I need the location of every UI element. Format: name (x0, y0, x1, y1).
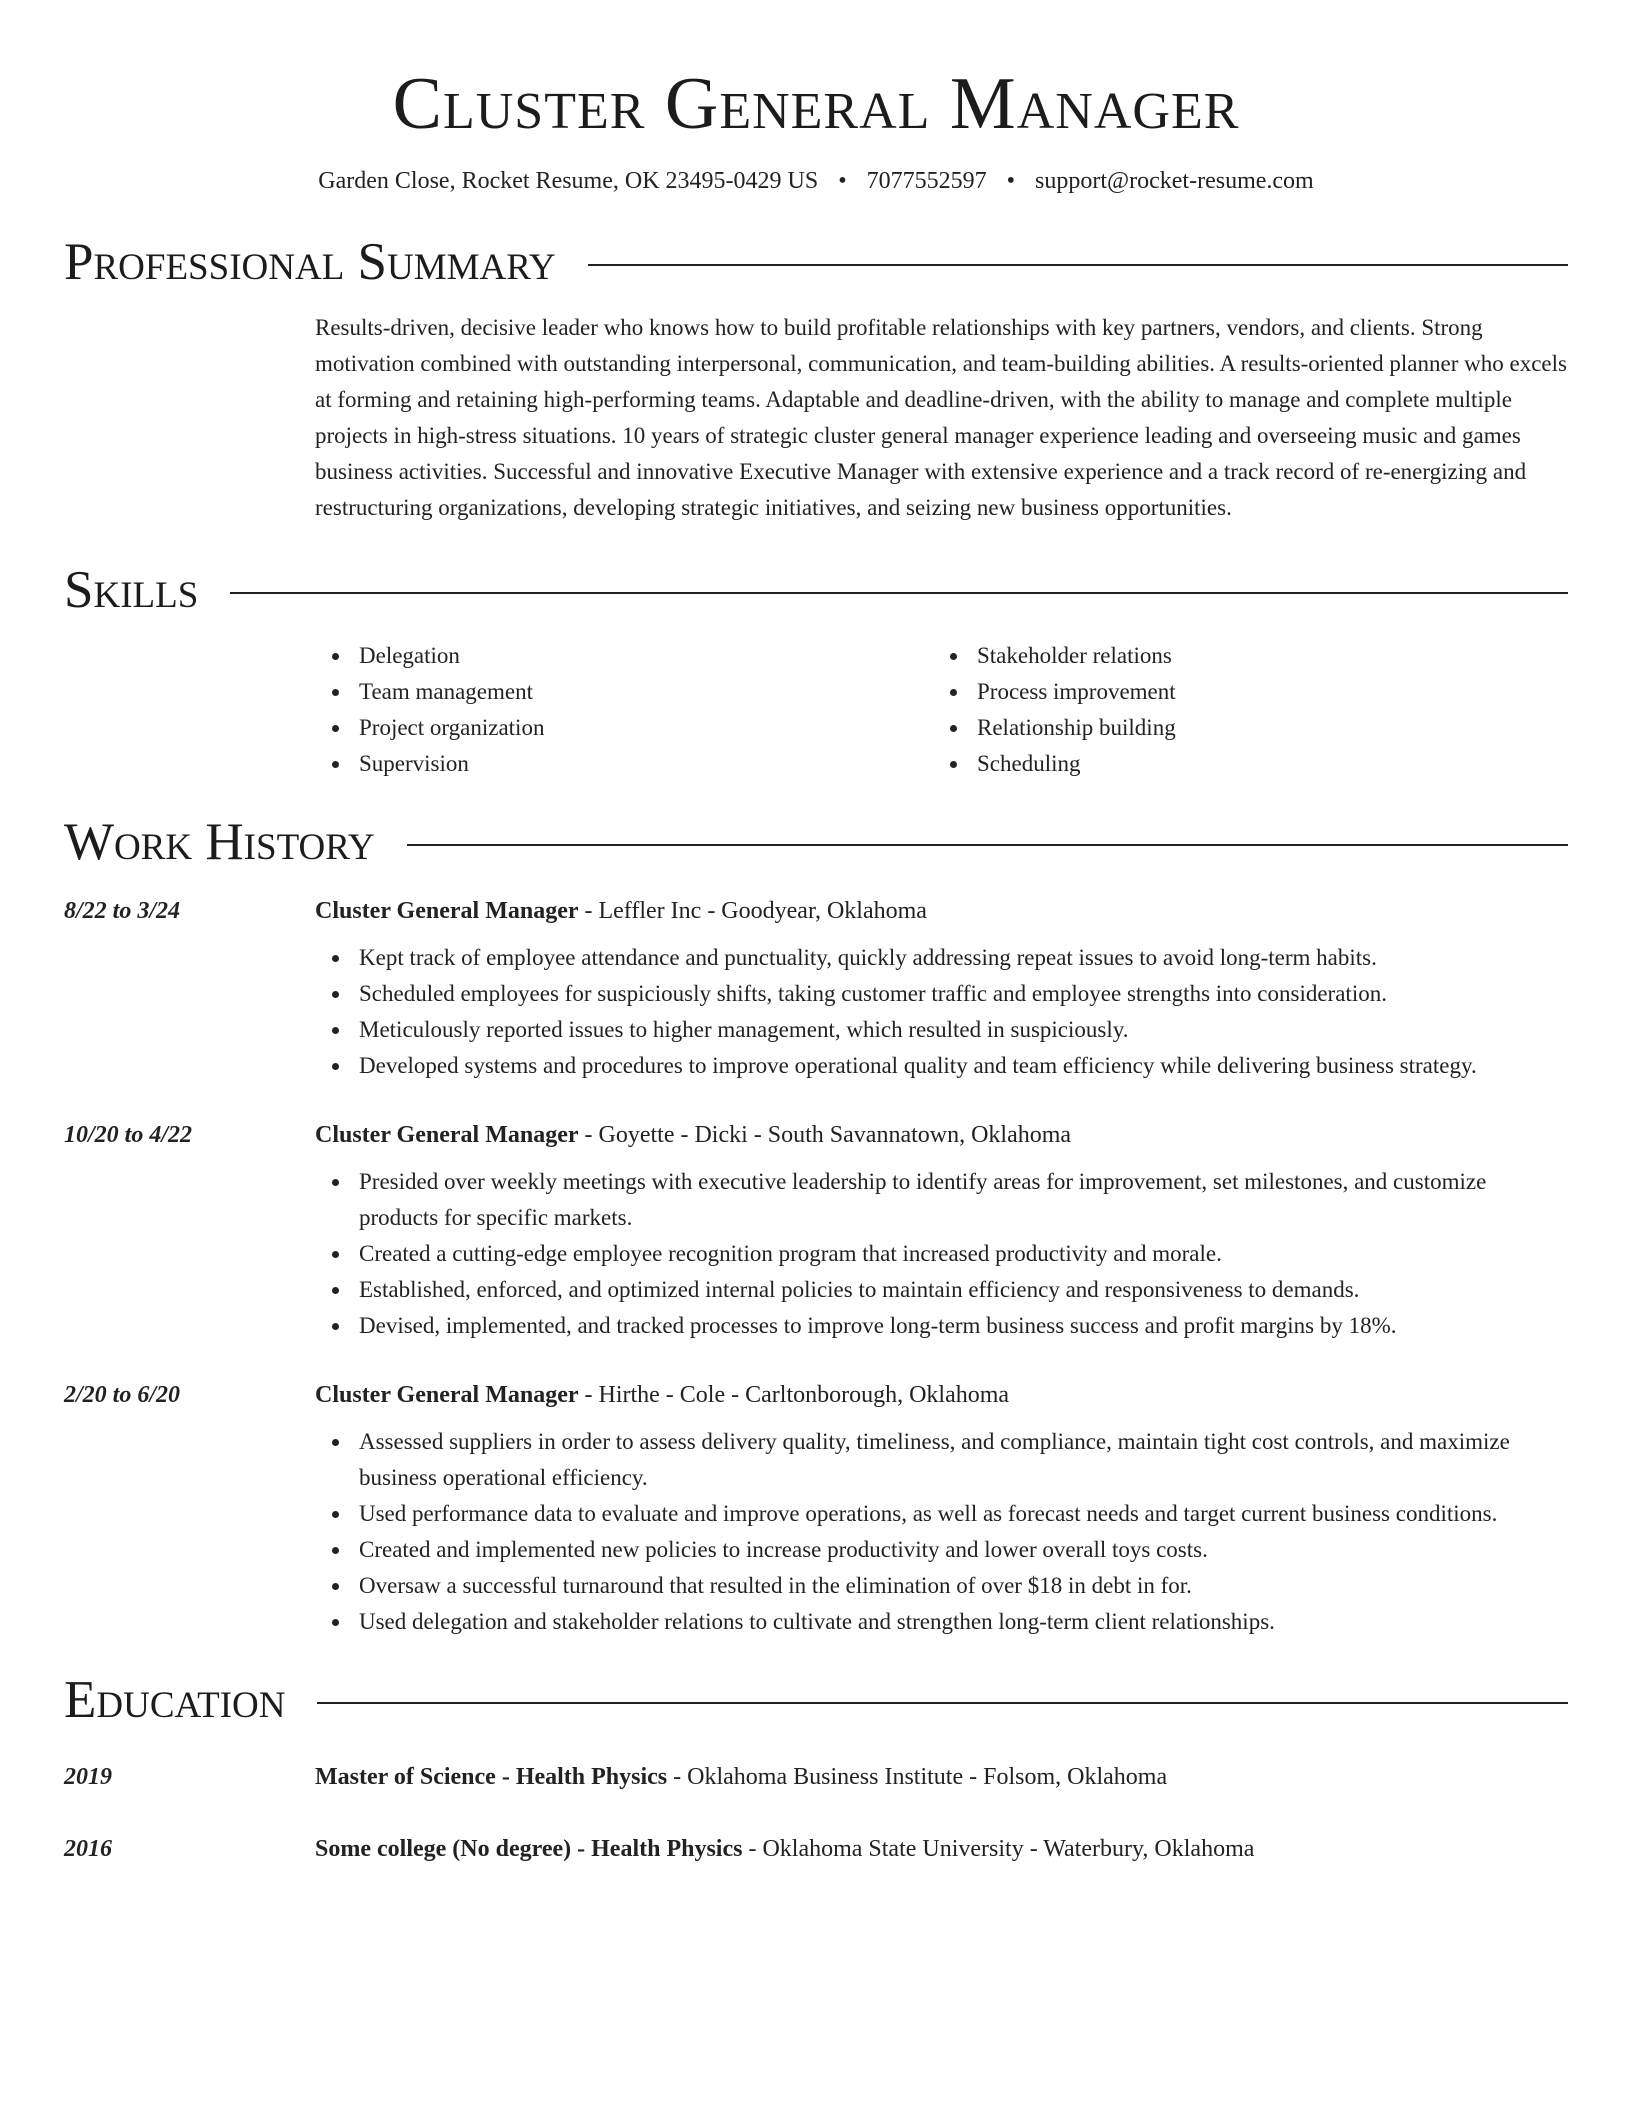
separator-dot: • (838, 168, 847, 194)
summary-title: Professional Summary (64, 233, 556, 291)
job-title: Cluster General Manager (315, 1122, 579, 1148)
skills-column-right (933, 638, 1551, 782)
section-divider (588, 264, 1568, 266)
education-school: - Oklahoma State University - Waterbury, Oklahoma (742, 1836, 1255, 1862)
skills-list (315, 638, 1568, 782)
job-employer: - Leffler Inc - Goodyear, Oklahoma (578, 898, 927, 924)
education-degree: Master of Science - Health Physics (315, 1764, 668, 1790)
section-divider (407, 844, 1568, 846)
job-bullet: Developed systems and procedures to improve operational quality and team efficiency while delivering business strategy. (359, 1048, 1477, 1084)
address: Garden Close, Rocket Resume, OK 23495-0429 US (318, 168, 819, 194)
job-bullets (315, 1164, 1568, 1344)
job-bullet: Devised, implemented, and tracked processes to improve long-term business success and profit margins by 18%. (359, 1308, 1568, 1344)
education-title: Education (64, 1671, 286, 1729)
job-dates: 10/20 to 4/22 (64, 1122, 193, 1148)
skill-item: Delegation (359, 638, 933, 674)
summary-section-header (64, 232, 1568, 292)
summary-text: Results-driven, decisive leader who knows how to build profitable relationships with key partners, vendors, and clients. Strong motivation combined with outstanding interpersonal, communication, and team-building abilities. A results-oriented planner who excels at forming and retaining high-performing teams. Adaptable and deadline-driven, with the ability to manage and complete multiple projects in high-stress situations. 10 years of strategic cluster general manager experience leading and overseeing music and games business activities. Successful and innovative Executive Manager with extensive experience and a track record of re-energizing and restructuring organizations, developing strategic initiatives, and seizing new business opportunities. (315, 315, 1567, 520)
contact-line (64, 166, 1568, 196)
education-year: 2019 (64, 1764, 112, 1790)
job-bullets (315, 1424, 1568, 1640)
skill-item: Scheduling (977, 746, 1551, 782)
job-dates: 2/20 to 6/20 (64, 1382, 181, 1408)
education-entry (64, 1832, 1568, 1866)
education-entry (64, 1760, 1568, 1794)
skill-item: Project organization (359, 710, 933, 746)
job-entry (64, 1378, 1568, 1640)
education-year: 2016 (64, 1836, 112, 1862)
phone: 7077552597 (866, 168, 987, 194)
job-bullet: Presided over weekly meetings with executive leadership to identify areas for improvement, set milestones, and customize products for specific markets. (359, 1164, 1568, 1236)
job-bullet: Scheduled employees for suspiciously shifts, taking customer traffic and employee strengths into consideration. (359, 976, 1477, 1012)
job-bullet: Kept track of employee attendance and punctuality, quickly addressing repeat issues to avoid long-term habits. (359, 940, 1477, 976)
skills-title: Skills (64, 561, 199, 619)
job-bullet: Meticulously reported issues to higher management, which resulted in suspiciously. (359, 1012, 1477, 1048)
skill-item: Stakeholder relations (977, 638, 1551, 674)
job-bullet: Oversaw a successful turnaround that resulted in the elimination of over $18 in debt in for. (359, 1568, 1568, 1604)
education-headline (315, 1832, 1254, 1866)
skills-column-left (315, 638, 933, 782)
skills-section-header (64, 560, 1568, 620)
job-entry (64, 894, 1568, 1084)
job-bullet: Created and implemented new policies to increase productivity and lower overall toys costs. (359, 1532, 1568, 1568)
separator-dot: • (1006, 168, 1016, 194)
job-bullet: Assessed suppliers in order to assess delivery quality, timeliness, and compliance, maintain tight cost controls, and maximize business operational efficiency. (359, 1424, 1568, 1496)
job-employer: - Hirthe - Cole - Carltonborough, Oklahoma (578, 1382, 1010, 1408)
section-divider (317, 1702, 1568, 1704)
candidate-name: Cluster General Manager (392, 63, 1240, 145)
job-bullet: Used delegation and stakeholder relations to cultivate and strengthen long-term client relationships. (359, 1604, 1568, 1640)
skill-item: Relationship building (977, 710, 1551, 746)
job-entry (64, 1118, 1568, 1344)
skill-item: Supervision (359, 746, 933, 782)
job-headline (315, 1118, 1568, 1152)
job-title: Cluster General Manager (315, 1382, 579, 1408)
education-degree: Some college (No degree) - Health Physics (315, 1836, 743, 1862)
job-headline (315, 1378, 1568, 1412)
education-headline (315, 1760, 1167, 1794)
work-title: Work History (64, 813, 375, 871)
email: support@rocket-resume.com (1035, 168, 1314, 194)
job-headline (315, 894, 1477, 928)
education-section-header (64, 1670, 1568, 1730)
education-school: - Oklahoma Business Institute - Folsom, Oklahoma (667, 1764, 1168, 1790)
job-employer: - Goyette - Dicki - South Savannatown, Oklahoma (578, 1122, 1072, 1148)
job-bullet: Created a cutting-edge employee recognition program that increased productivity and morale. (359, 1236, 1568, 1272)
section-divider (230, 592, 1568, 594)
job-dates: 8/22 to 3/24 (64, 898, 181, 924)
skill-item: Process improvement (977, 674, 1551, 710)
job-bullets (315, 940, 1477, 1084)
job-title: Cluster General Manager (315, 898, 579, 924)
job-bullet: Established, enforced, and optimized internal policies to maintain efficiency and responsiveness to demands. (359, 1272, 1568, 1308)
skill-item: Team management (359, 674, 933, 710)
job-bullet: Used performance data to evaluate and improve operations, as well as forecast needs and target current business conditions. (359, 1496, 1568, 1532)
work-section-header (64, 812, 1568, 872)
